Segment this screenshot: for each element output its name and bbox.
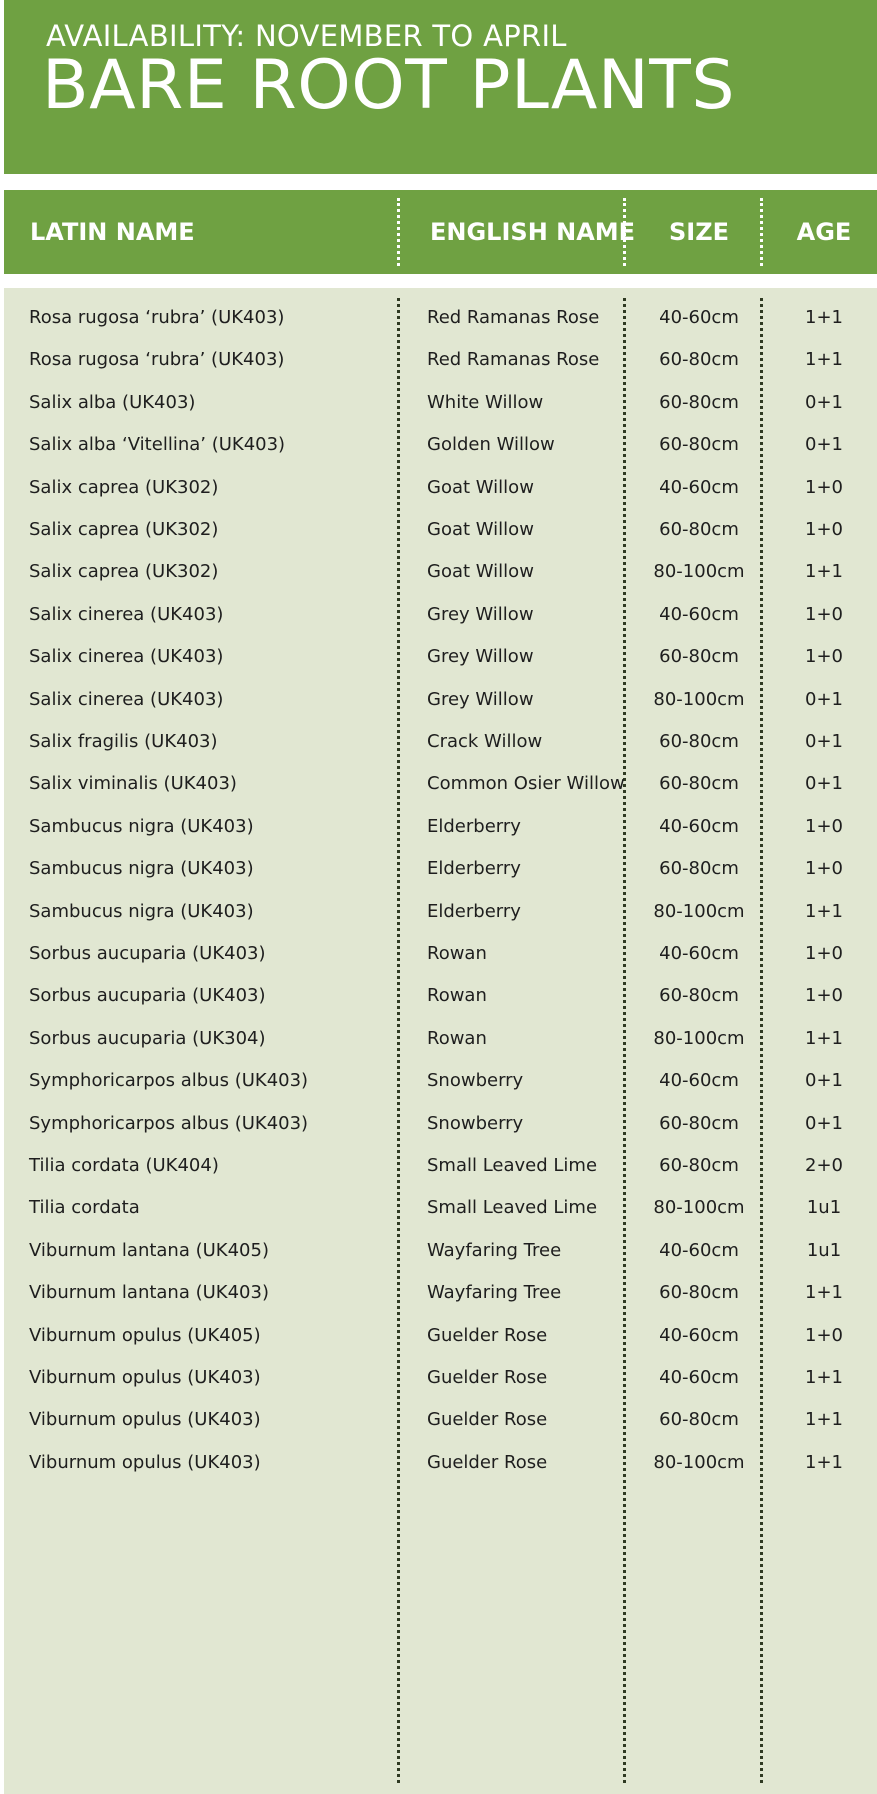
english-name-cell: Goat Willow: [427, 476, 534, 498]
english-name-cell: Small Leaved Lime: [427, 1197, 598, 1219]
size-cell: 40-60cm: [659, 1239, 739, 1261]
size-cell: 60-80cm: [659, 1282, 739, 1304]
column-header-size: SIZE: [668, 218, 729, 246]
latin-name-cell: Sorbus aucuparia (UK304): [29, 1027, 266, 1049]
column-header-english-name: ENGLISH NAME: [430, 218, 636, 246]
table-row: [4, 551, 877, 593]
latin-name-cell: Salix cinerea (UK403): [29, 688, 224, 710]
age-cell: 1+0: [805, 1324, 843, 1346]
english-name-cell: Red Ramanas Rose: [427, 349, 600, 371]
latin-name-cell: Salix caprea (UK302): [29, 476, 219, 498]
english-name-cell: Goat Willow: [427, 519, 534, 540]
age-cell: 1+1: [805, 561, 843, 583]
size-cell: 40-60cm: [659, 1324, 739, 1346]
latin-name-cell: Salix cinerea (UK403): [29, 646, 224, 668]
english-name-cell: Elderberry: [427, 900, 521, 922]
table-row: [4, 636, 877, 678]
table-row: [4, 1315, 877, 1357]
size-cell: 60-80cm: [659, 434, 739, 456]
english-name-cell: Wayfaring Tree: [427, 1282, 562, 1304]
table-row: [4, 679, 877, 721]
size-cell: 80-100cm: [653, 688, 745, 710]
latin-name-cell: Sambucus nigra (UK403): [29, 900, 254, 922]
size-cell: 40-60cm: [659, 943, 739, 964]
size-cell: 40-60cm: [659, 307, 739, 328]
table-row: [4, 848, 877, 890]
latin-name-cell: Viburnum opulus (UK403): [29, 1451, 261, 1473]
table-row: [4, 1018, 877, 1060]
availability-subtitle: AVAILABILITY: NOVEMBER TO APRIL: [46, 19, 567, 53]
age-cell: 1+1: [805, 1027, 843, 1049]
english-name-cell: Elderberry: [427, 815, 521, 837]
english-name-cell: Rowan: [427, 985, 487, 1007]
table-row: [4, 1272, 877, 1314]
header-divider-2: [623, 198, 626, 266]
size-cell: 60-80cm: [659, 858, 739, 880]
table-row: [4, 467, 877, 509]
age-cell: 1+0: [805, 646, 843, 668]
age-cell: 1+0: [805, 603, 843, 625]
latin-name-cell: Sambucus nigra (UK403): [29, 815, 254, 837]
latin-name-cell: Viburnum opulus (UK405): [29, 1324, 261, 1346]
table-row: [4, 1399, 877, 1441]
size-cell: 60-80cm: [659, 391, 739, 413]
table-row: [4, 1357, 877, 1399]
page-title: BARE ROOT PLANTS: [42, 46, 735, 125]
header-divider-3: [760, 198, 763, 266]
english-name-cell: Golden Willow: [427, 434, 555, 456]
age-cell: 0+1: [805, 391, 843, 413]
english-name-cell: Rowan: [427, 1027, 487, 1049]
latin-name-cell: Salix alba (UK403): [29, 391, 196, 413]
latin-name-cell: Viburnum lantana (UK405): [29, 1239, 269, 1261]
latin-name-cell: Sambucus nigra (UK403): [29, 858, 254, 880]
table-row: [4, 933, 877, 975]
title-banner: [4, 0, 877, 174]
table-header: [4, 190, 877, 274]
age-cell: 1+1: [805, 1451, 843, 1473]
age-cell: 1+0: [805, 985, 843, 1007]
english-name-cell: Guelder Rose: [427, 1367, 548, 1388]
size-cell: 80-100cm: [653, 561, 745, 583]
table-row: [4, 339, 877, 381]
size-cell: 80-100cm: [653, 1197, 745, 1219]
size-cell: 60-80cm: [659, 985, 739, 1007]
size-cell: 60-80cm: [659, 1112, 739, 1134]
english-name-cell: Snowberry: [427, 1070, 524, 1092]
english-name-cell: Elderberry: [427, 858, 521, 880]
english-name-cell: Rowan: [427, 943, 487, 964]
age-cell: 1+0: [805, 815, 843, 837]
size-cell: 40-60cm: [659, 815, 739, 837]
english-name-cell: Wayfaring Tree: [427, 1239, 562, 1261]
latin-name-cell: Viburnum opulus (UK403): [29, 1367, 261, 1388]
table-row: [4, 1442, 877, 1484]
english-name-cell: Common Osier Willow: [427, 773, 625, 795]
age-cell: 0+1: [805, 1112, 843, 1134]
latin-name-cell: Tilia cordata: [29, 1197, 140, 1219]
size-cell: 40-60cm: [659, 1070, 739, 1092]
table-row: [4, 763, 877, 805]
latin-name-cell: Symphoricarpos albus (UK403): [29, 1070, 309, 1092]
size-cell: 60-80cm: [659, 1155, 739, 1176]
table-row: [4, 1145, 877, 1187]
size-cell: 80-100cm: [653, 1451, 745, 1473]
table-row: [4, 509, 877, 551]
size-cell: 80-100cm: [653, 900, 745, 922]
latin-name-cell: Rosa rugosa ‘rubra’ (UK403): [29, 307, 285, 328]
latin-name-cell: Sorbus aucuparia (UK403): [29, 943, 266, 964]
age-cell: 1+1: [805, 349, 843, 371]
latin-name-cell: Tilia cordata (UK404): [29, 1155, 219, 1176]
size-cell: 60-80cm: [659, 349, 739, 371]
latin-name-cell: Salix caprea (UK302): [29, 561, 219, 583]
size-cell: 60-80cm: [659, 731, 739, 752]
age-cell: 1+0: [805, 476, 843, 498]
age-cell: 1+1: [805, 1282, 843, 1304]
table-row: [4, 594, 877, 636]
english-name-cell: Small Leaved Lime: [427, 1155, 598, 1176]
age-cell: 0+1: [805, 688, 843, 710]
size-cell: 60-80cm: [659, 519, 739, 540]
latin-name-cell: Rosa rugosa ‘rubra’ (UK403): [29, 349, 285, 371]
size-cell: 40-60cm: [659, 603, 739, 625]
age-cell: 1+0: [805, 519, 843, 540]
size-cell: 60-80cm: [659, 1409, 739, 1431]
english-name-cell: Goat Willow: [427, 561, 534, 583]
latin-name-cell: Salix viminalis (UK403): [29, 773, 237, 795]
age-cell: 0+1: [805, 1070, 843, 1092]
table-row: [4, 424, 877, 466]
table-row: [4, 382, 877, 424]
age-cell: 1+1: [805, 900, 843, 922]
english-name-cell: Crack Willow: [427, 731, 543, 752]
plant-table-body: [4, 288, 877, 1794]
latin-name-cell: Viburnum lantana (UK403): [29, 1282, 269, 1304]
age-cell: 1u1: [806, 1197, 842, 1219]
age-cell: 1+0: [805, 943, 843, 964]
age-cell: 1+0: [805, 858, 843, 880]
table-row: [4, 975, 877, 1017]
english-name-cell: Grey Willow: [427, 688, 534, 710]
latin-name-cell: Salix caprea (UK302): [29, 519, 219, 540]
size-cell: 40-60cm: [659, 476, 739, 498]
english-name-cell: Guelder Rose: [427, 1409, 548, 1431]
age-cell: 1+1: [805, 307, 843, 328]
english-name-cell: White Willow: [427, 391, 544, 413]
size-cell: 60-80cm: [659, 773, 739, 795]
table-row: [4, 297, 877, 339]
table-row: [4, 891, 877, 933]
age-cell: 0+1: [805, 731, 843, 752]
age-cell: 0+1: [805, 434, 843, 456]
table-row: [4, 721, 877, 763]
size-cell: 40-60cm: [659, 1367, 739, 1388]
table-row: [4, 806, 877, 848]
table-row: [4, 1060, 877, 1102]
english-name-cell: Grey Willow: [427, 603, 534, 625]
latin-name-cell: Sorbus aucuparia (UK403): [29, 985, 266, 1007]
age-cell: 1+1: [805, 1367, 843, 1388]
latin-name-cell: Salix alba ‘Vitellina’ (UK403): [29, 434, 286, 456]
english-name-cell: Guelder Rose: [427, 1324, 548, 1346]
size-cell: 60-80cm: [659, 646, 739, 668]
age-cell: 0+1: [805, 773, 843, 795]
english-name-cell: Snowberry: [427, 1112, 524, 1134]
age-cell: 1u1: [806, 1239, 842, 1261]
header-divider-1: [397, 198, 400, 266]
english-name-cell: Grey Willow: [427, 646, 534, 668]
size-cell: 80-100cm: [653, 1027, 745, 1049]
table-row: [4, 1103, 877, 1145]
age-cell: 1+1: [805, 1409, 843, 1431]
table-row: [4, 1230, 877, 1272]
latin-name-cell: Salix cinerea (UK403): [29, 603, 224, 625]
table-row: [4, 1187, 877, 1229]
latin-name-cell: Salix fragilis (UK403): [29, 731, 218, 752]
latin-name-cell: Symphoricarpos albus (UK403): [29, 1112, 309, 1134]
english-name-cell: Guelder Rose: [427, 1451, 548, 1473]
column-header-age: AGE: [796, 218, 852, 246]
age-cell: 2+0: [805, 1155, 843, 1176]
column-header-latin-name: LATIN NAME: [30, 218, 195, 246]
english-name-cell: Red Ramanas Rose: [427, 307, 600, 328]
latin-name-cell: Viburnum opulus (UK403): [29, 1409, 261, 1431]
